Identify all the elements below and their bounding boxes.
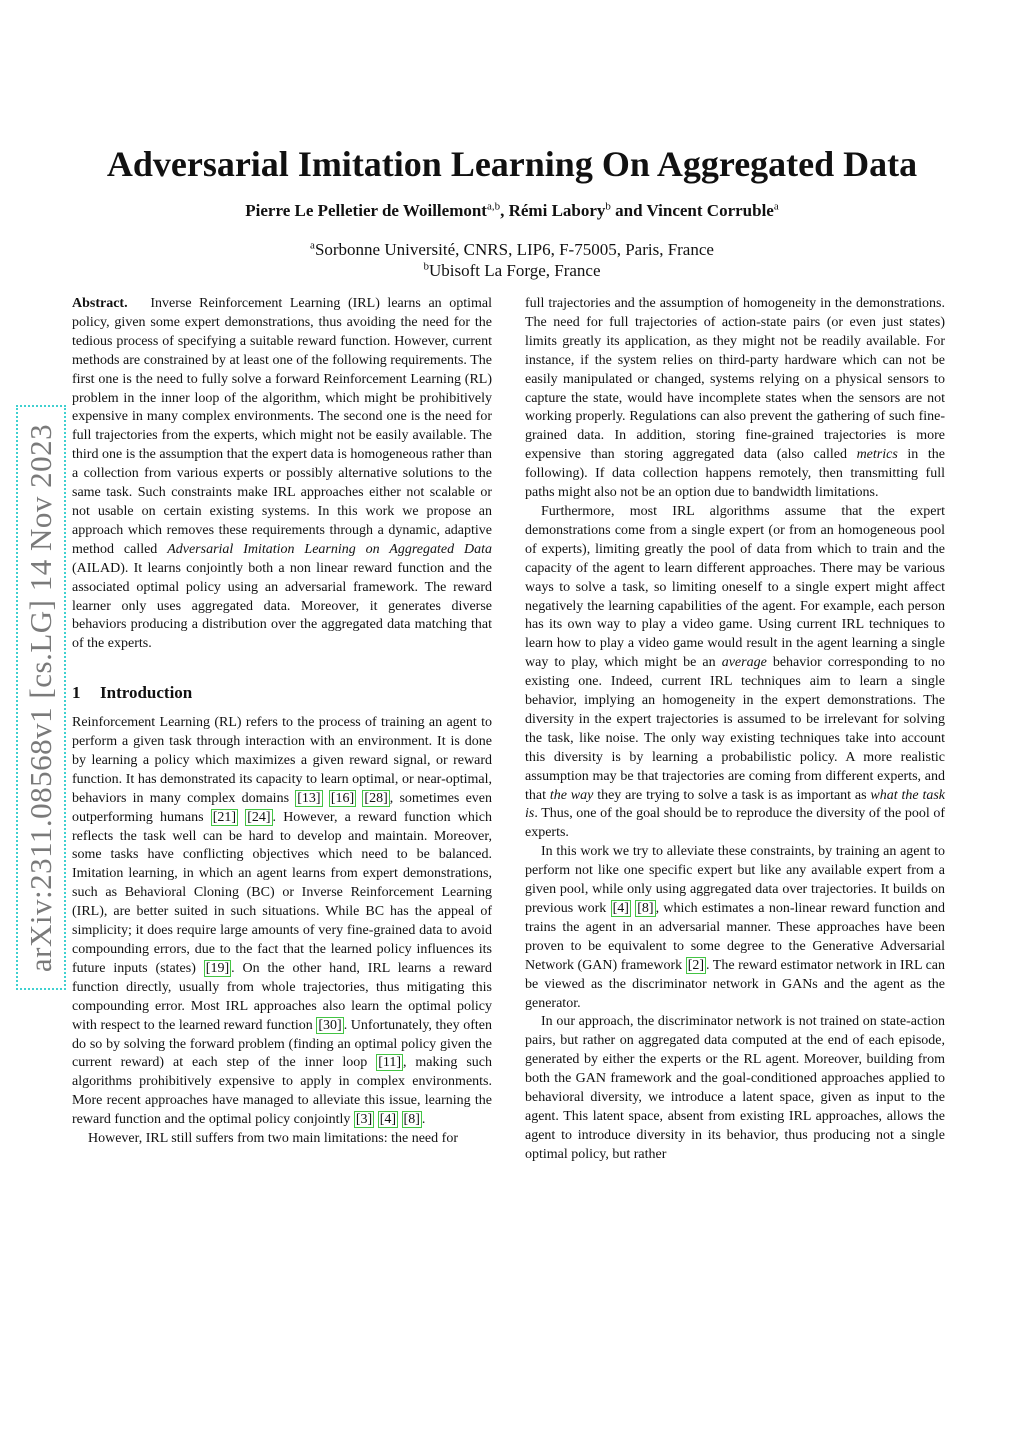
section-title: Introduction (100, 683, 193, 703)
abstract (72, 295, 492, 654)
body-text: . The reward estimator network in IRL can be viewed as the discriminator network in GANs and the agent as the generator. (525, 957, 945, 1011)
author-separator: , (500, 201, 509, 220)
left-column (72, 295, 492, 1149)
affiliation-text: Ubisoft La Forge, France (428, 261, 601, 280)
citation-link[interactable]: [30] (318, 1017, 342, 1033)
citation-link[interactable]: [11] (378, 1055, 401, 1071)
body-text: . (421, 1112, 426, 1128)
body-text: In this work we try to alleviate these constraints, by training an agent to perform not like one specific expert but like any available expert from a given pool, while only using aggregated data over trajectories. It builds on previous work (525, 844, 945, 916)
section-heading-introduction (72, 684, 492, 703)
citation-link[interactable]: [8] (403, 1112, 420, 1128)
author-affil-mark: a (773, 200, 779, 213)
emphasis: what the task is (525, 787, 945, 822)
citation-link[interactable]: [2] (687, 957, 705, 973)
body-paragraph (525, 295, 945, 503)
author-name: Vincent Corruble (646, 201, 774, 220)
arxiv-identifier: arXiv:2311.08568v1 [cs.LG] 14 Nov 2023 (23, 423, 59, 972)
abstract-text: (AILAD). It learns conjointly both a non linear reward function and the associated optimal policy using an adversarial framework. The reward learner only uses aggregated data. Moreover, it generates diverse behaviors producing a distribution over the aggregated data matching that of the experts. (72, 560, 492, 652)
emphasis: metrics (856, 447, 898, 463)
citation-link[interactable]: [8] (637, 901, 654, 916)
body-text: , making such algorithms prohibitively expensive to apply in complex environments. More recent approaches have managed to alleviate this issue, learning the reward function and the optimal policy conjointly (72, 1055, 492, 1128)
author-separator: and (610, 201, 647, 220)
abstract-text: Inverse Reinforcement Learning (IRL) learns an optimal policy, given some expert demonstrations, thus avoiding the need for the tedious process of specifying a suitable reward function. However, current methods are constrained by at least one of the following requirements. The first one is the need to fully solve a forward Reinforcement Learning (RL) problem in the inner loop of the algorithm, which might be prohibitively expensive in many complex environments. The second one is the need for full trajectories from the experts, which might not be easily available. The third one is the assumption that the expert data is homogeneous rather than a collection from various experts or possibly alternative solutions to the same task. Such constraints make IRL approaches either not scalable or not usable on certain existing systems. In this work we propose an approach which removes these requirements through a dynamic, adaptive method called (72, 296, 492, 557)
body-text: behavior corresponding to no existing one. Indeed, current IRL techniques aim to learn a single behavior, implying an homogeneity in the expert demonstrations. The diversity in the expert trajectories is assumed to be irrelevant for solving the task, like noise. The only way existing techniques take into account this diversity is by learning a probabilistic policy. A more realistic assumption may be that trajectories are coming from different experts, and that (525, 655, 946, 803)
citation-link[interactable]: [21] (212, 809, 237, 825)
body-text: , which estimates a non-linear reward function and trains the agent in an adversarial manner. These approaches have been proven to be equivalent to some degree to the Generative Adversarial Network (GAN) framework (525, 901, 945, 973)
body-text: . On the other hand, IRL learns a reward function directly, usually from whole trajectories, thus mitigating this compounding error. Most IRL approaches also learn the optimal policy with respect to the learned reward function (72, 960, 492, 1033)
author-affil-mark: a,b (486, 200, 501, 213)
author-name: Rémi Labory (508, 201, 606, 220)
affiliation-text: Sorbonne Université, CNRS, LIP6, F-75005, Paris, France (314, 240, 714, 259)
emphasis: average (721, 655, 767, 671)
author-name: Pierre Le Pelletier de Woillemont (245, 201, 487, 220)
body-paragraph (525, 503, 945, 843)
intro-paragraph (72, 714, 492, 1130)
body-text: . Unfortunately, they often do so by solving the forward problem (finding an optimal policy given the current reward) at each step of the inner loop (72, 1017, 492, 1071)
citation-link[interactable]: [19] (205, 960, 230, 976)
body-text: . However, a reward function which reflects the task well can be hard to develop and maintain. Moreover, some tasks have conflicting objectives which need to be balanced. Imitation learning, in which an agent learns from expert demonstrations, such as Behavioral Cloning (BC) or Inverse Reinforcement Learning (IRL), are better suited in such situations. While BC has the appeal of simplicity; it does require large amounts of very fine-grained data to avoid compounding errors, due to the fact that the learned policy influences its future inputs (states) (72, 809, 493, 976)
citation-link[interactable]: [16] (330, 790, 355, 806)
intro-paragraph: However, IRL still suffers from two main limitations: the need for (88, 1131, 458, 1147)
affiliation-list (0, 239, 1024, 281)
body-text: full trajectories and the assumption of homogeneity in the demonstrations. The need for full trajectories of action-state pairs (or even just states) limits greatly its application, as they might not be readily available. For instance, if the system relies on third-party hardware which can not be easily manipulated or changed, systems relying on a physical sensors to capture the state, would have incomplete states when the sensors are not working properly. Regulations can also prevent the gathering of such fine-grained data. In addition, storing fine-grained trajectories is more expensive than storing aggregated data (also called (525, 296, 945, 463)
affiliation (0, 239, 1024, 260)
body-text: . Thus, one of the goal should be to reproduce the diversity of the pool of experts. (525, 806, 945, 841)
body-text: , sometimes even outperforming humans (72, 790, 493, 825)
section-number: 1 (72, 683, 81, 703)
citation-link[interactable]: [24] (247, 809, 271, 825)
body-text: they are trying to solve a task is as important as (593, 787, 871, 803)
author-affil-mark: b (605, 200, 611, 213)
arxiv-identifier-stamp (16, 405, 66, 990)
affiliation-mark: a (310, 239, 315, 252)
citation-link[interactable]: [4] (379, 1112, 397, 1128)
citation-link[interactable]: [13] (297, 790, 321, 806)
body-text: Reinforcement Learning (RL) refers to the process of training an agent to perform a given task through interaction with an environment. It is done by learning a policy which maximizes a given reward signal, or reward function. It has demonstrated its capacity to learn optimal, or near-optimal, behaviors in many complex domains (72, 715, 492, 806)
author-list (0, 201, 1024, 221)
body-paragraph: In our approach, the discriminator network is not trained on state-action pairs, but rather on aggregated data computed at the end of each episode, generated by either the experts or the RL agent. Moreover, building from both the GAN framework and the goal-conditioned approaches applied to behavioral diversity, we introduce a latent space, given as input to the agent. This latent space, absent from existing IRL approaches, allows the agent to introduce diversity in its behavior, thus producing not a single optimal policy, but rather (525, 1014, 945, 1162)
affiliation-mark: b (423, 260, 429, 273)
affiliation (0, 260, 1024, 281)
body-text: in the following). If data collection happens remotely, then transmitting full paths might also not be an option due to bandwidth limitations. (525, 447, 945, 501)
method-name: Adversarial Imitation Learning on Aggregated Data (167, 541, 492, 557)
citation-link[interactable]: [28] (364, 790, 388, 806)
body-text: Furthermore, most IRL algorithms assume that the expert demonstrations come from a single expert (or from an homogeneous pool of experts), limiting greatly the pool of data from which to train and the capacity of the agent to learn different approaches. There may be various ways to solve a task, so limiting oneself to a single expert might affect negatively the learning capabilities of the agent. For example, each person has its own way to play a video game. Using current IRL techniques to learn how to play a video game would result in the agent learning a single way to play, which might be an (525, 503, 945, 671)
emphasis: the way (549, 787, 594, 803)
paper-title: Adversarial Imitation Learning On Aggregated Data (106, 144, 918, 184)
citation-link[interactable]: [4] (612, 901, 629, 916)
abstract-label: Abstract. (72, 296, 128, 311)
body-paragraph (525, 843, 945, 1013)
citation-link[interactable]: [3] (355, 1112, 373, 1128)
right-column (525, 295, 945, 1165)
